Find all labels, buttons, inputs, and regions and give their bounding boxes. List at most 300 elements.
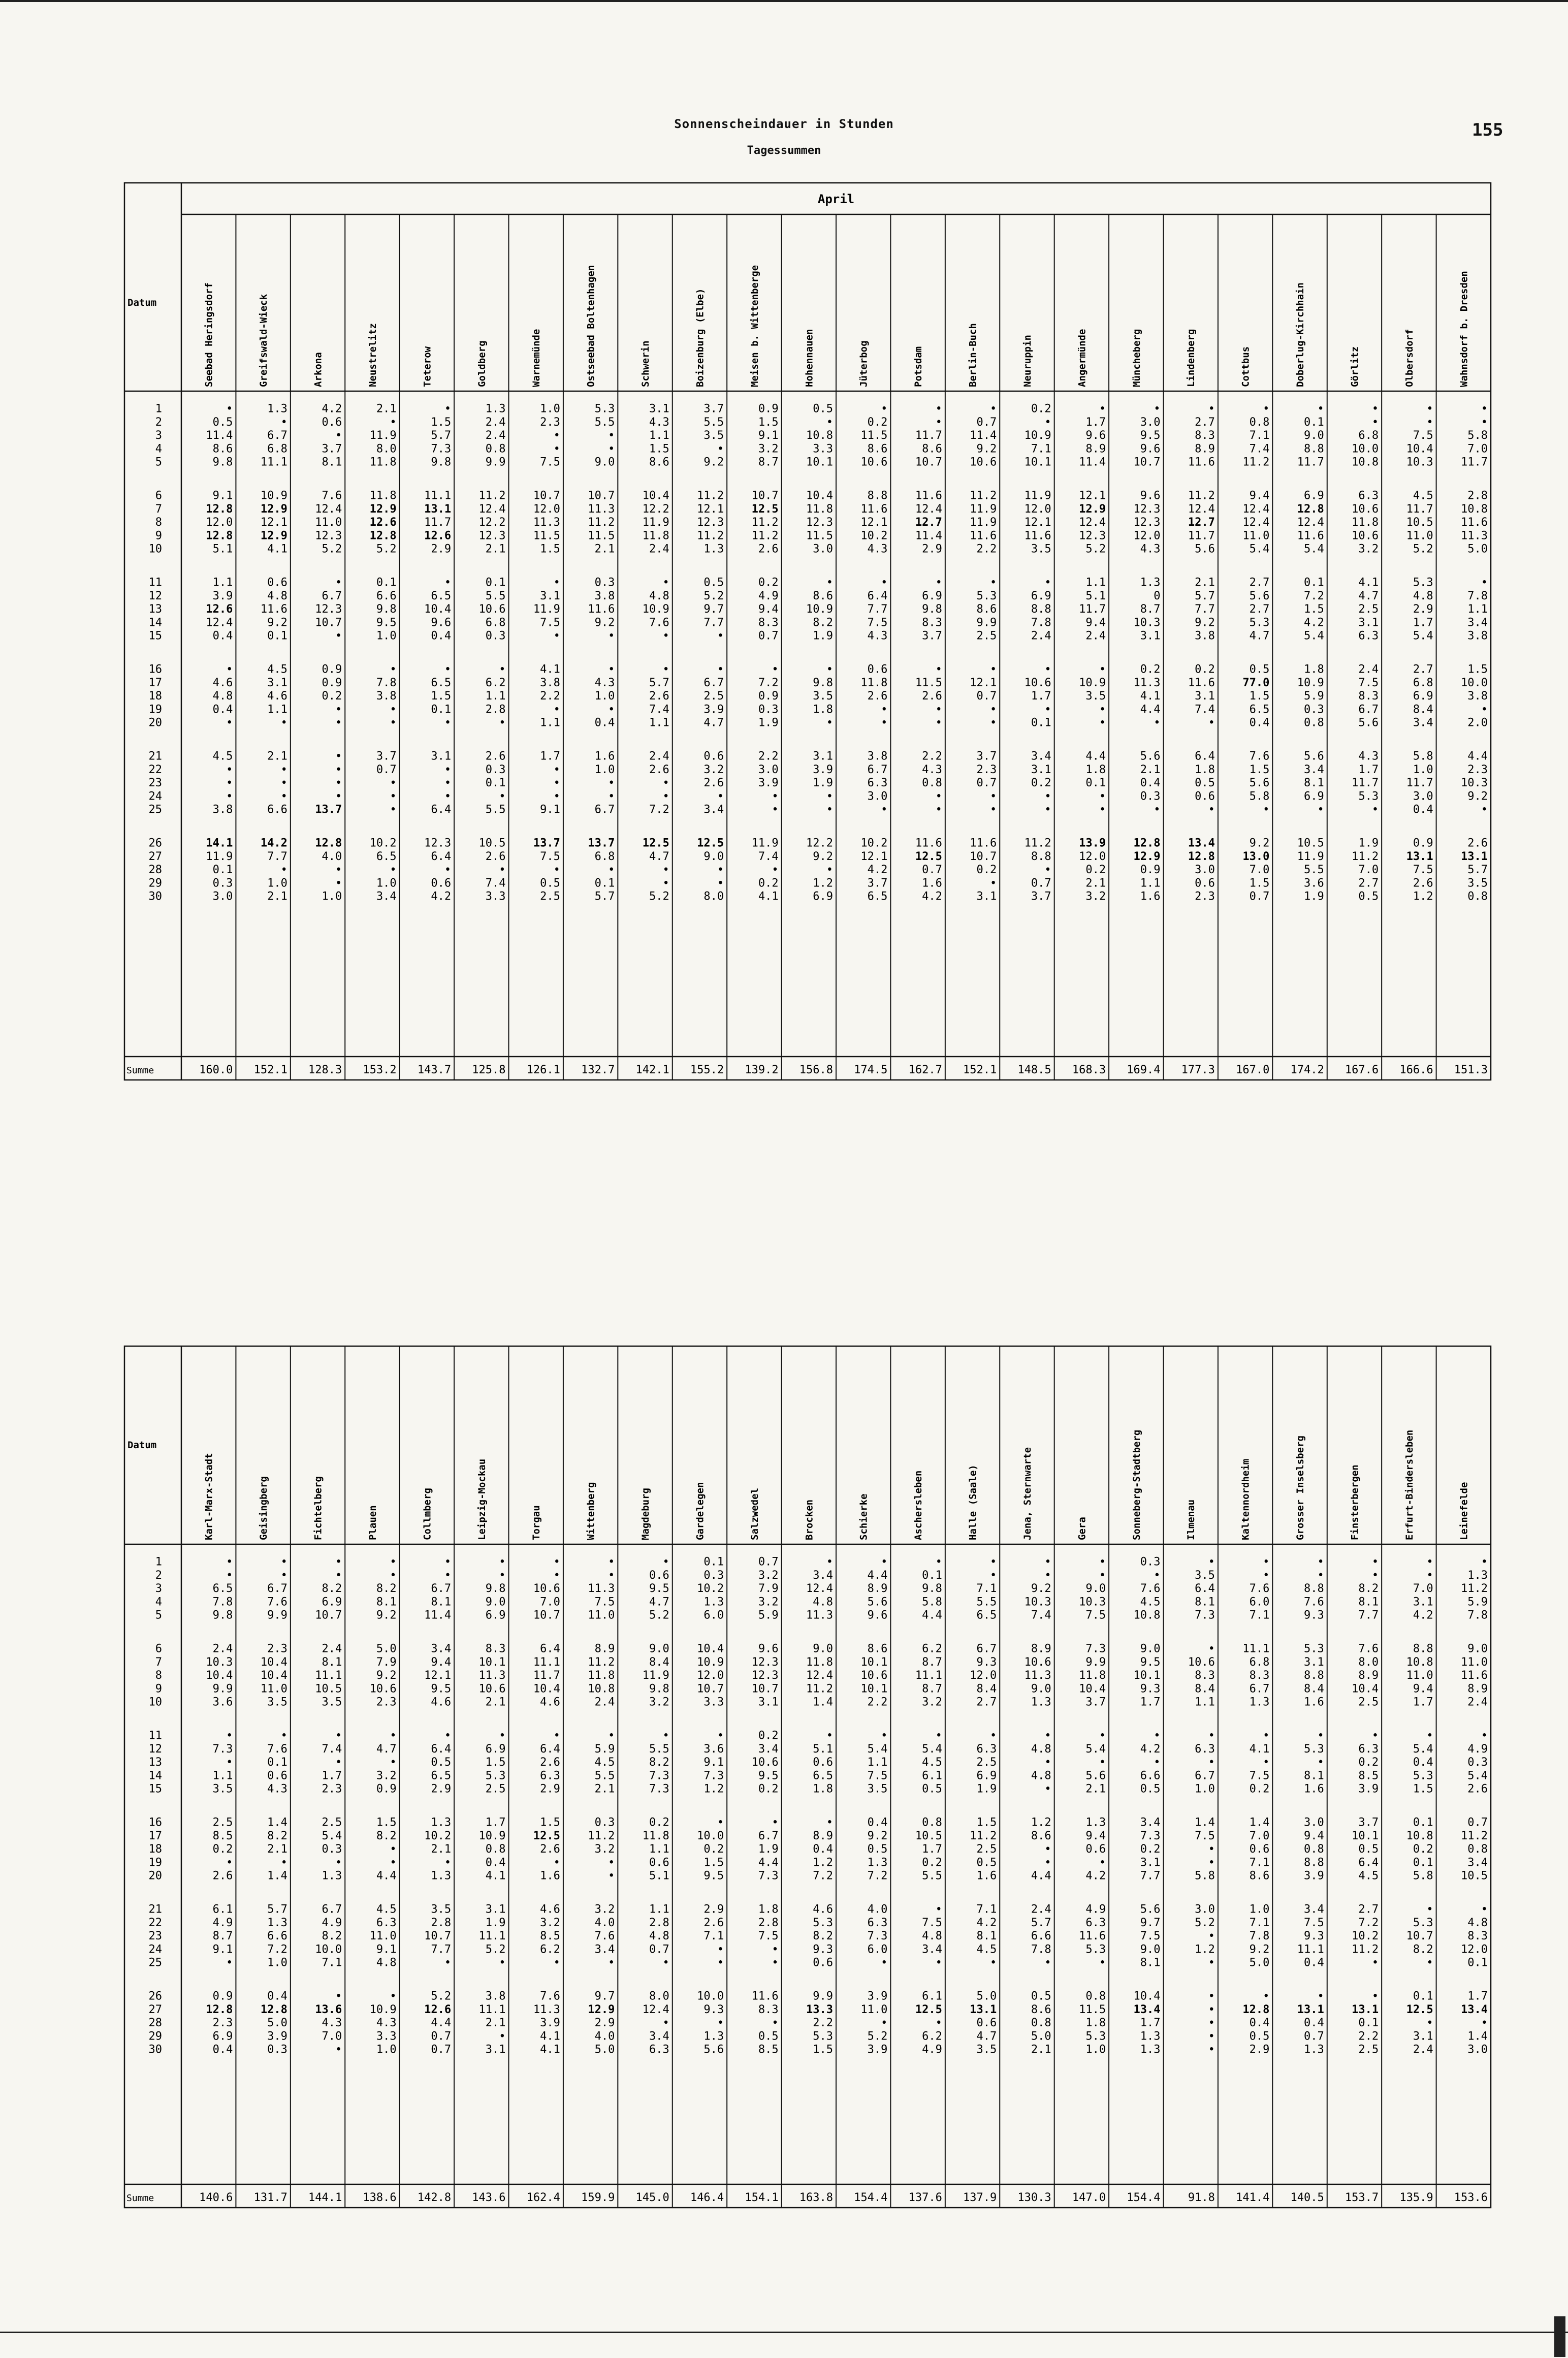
data-cell: • [1317,1756,1324,1769]
data-cell: 7.6 [267,1742,287,1756]
data-cell: 2.1 [267,890,287,903]
data-cell: 11.6 [1024,529,1051,543]
data-cell: 8.1 [976,1930,997,1943]
data-cell: 4.7 [1249,629,1270,643]
data-cell: 6.9 [813,890,833,903]
day-number: 18 [148,1843,162,1856]
data-cell: 6.3 [1195,1742,1215,1756]
data-cell: 1.6 [1304,1696,1324,1709]
sum-cell: 160.0 [199,1064,233,1077]
data-cell: 8.6 [1031,2003,1051,2016]
data-cell: 4.1 [1140,690,1161,703]
data-cell: 11.1 [1242,1642,1270,1655]
data-cell: 11.8 [1079,1669,1106,1682]
data-cell: 11.1 [478,1930,506,1943]
data-cell: • [499,663,506,676]
data-cell: 1.2 [703,1782,724,1796]
day-number: 12 [148,589,162,602]
data-cell: 4.5 [922,1756,942,1769]
data-cell: 10.6 [369,1682,397,1696]
data-cell: 2.3 [212,2017,233,2030]
data-cell: 1.5 [1413,1782,1433,1796]
data-cell: 12.1 [1079,489,1106,502]
data-cell: 4.5 [376,1903,397,1916]
data-cell: 11.2 [1242,456,1270,469]
data-cell: 11.0 [315,516,342,529]
data-cell: 8.8 [867,489,888,502]
data-cell: 12.4 [1079,516,1106,529]
data-cell: 3.9 [540,2017,560,2030]
data-cell: 2.2 [540,690,560,703]
data-cell: 7.3 [867,1930,888,1943]
data-cell: • [1044,576,1051,589]
data-cell: 8.9 [1195,442,1215,456]
data-cell: 4.8 [1031,1742,1051,1756]
station-header: Plauen [367,1505,378,1540]
data-cell: 1.5 [1304,603,1324,616]
data-cell: 4.2 [1304,616,1324,629]
data-cell: 4.2 [922,890,942,903]
data-cell: 3.1 [1358,616,1379,629]
data-cell: 3.1 [976,890,997,903]
data-cell: 6.9 [322,1596,342,1609]
data-cell: 0.6 [267,1769,287,1782]
data-cell: 7.7 [867,603,888,616]
day-number: 30 [148,890,162,903]
data-cell: • [1099,1756,1106,1769]
data-cell: 12.4 [806,1669,833,1682]
data-cell: 5.5 [649,1742,669,1756]
sum-cell: 142.1 [635,1064,669,1077]
data-cell: 8.9 [1467,1682,1488,1696]
station-header: Fichtelberg [312,1476,324,1540]
data-cell: 4.3 [376,2017,397,2030]
data-cell: 9.0 [1085,1582,1106,1596]
data-cell: • [1371,402,1379,416]
data-cell: 7.8 [1031,1943,1051,1956]
data-cell: • [990,1729,997,1742]
data-cell: 3.1 [267,676,287,689]
sum-cell: 135.9 [1399,2191,1433,2205]
data-cell: 5.6 [703,2043,724,2056]
data-cell: 9.5 [1140,1655,1161,1669]
data-cell: 10.8 [806,429,833,442]
data-cell: 7.5 [758,1930,779,1943]
sum-cell: 130.3 [1017,2191,1051,2205]
data-cell: 6.5 [431,676,452,689]
data-cell: 1.3 [431,1869,452,1883]
data-cell: 11.2 [478,489,506,502]
data-cell: 6.5 [431,1769,452,1782]
data-cell: 12.5 [642,837,669,850]
data-cell: 9.3 [1140,1682,1161,1696]
data-cell: 5.3 [1085,1943,1106,1956]
data-cell: 12.0 [1079,850,1106,863]
data-cell: 4.6 [431,1696,452,1709]
data-cell: 1.2 [1413,890,1433,903]
data-cell: 5.8 [1413,1869,1433,1883]
data-cell: 7.1 [1249,1856,1270,1869]
data-cell: 8.6 [212,442,233,456]
station-header: Ilmenau [1186,1499,1197,1540]
data-cell: 7.7 [431,1943,452,1956]
data-cell: 6.5 [212,1582,233,1596]
data-cell: • [935,716,942,729]
data-cell: • [990,803,997,816]
data-cell: 1.5 [1249,690,1270,703]
data-cell: 13.1 [424,502,452,516]
data-cell: 12.7 [1188,516,1215,529]
data-cell: • [280,416,287,429]
data-cell: 7.3 [1195,1609,1215,1622]
data-cell: 13.3 [806,2003,833,2016]
data-cell: • [499,2030,506,2043]
scan-border-top [0,0,1568,2]
data-cell: 1.9 [813,629,833,643]
data-cell: 4.4 [376,1869,397,1883]
data-cell: 1.4 [813,1696,833,1709]
data-cell: • [1263,1555,1270,1569]
data-cell: 11.6 [1188,676,1215,689]
data-cell: 5.3 [1304,1742,1324,1756]
data-cell: 1.3 [703,2030,724,2043]
data-cell: 9.9 [976,616,997,629]
data-cell: 10.2 [860,837,888,850]
data-cell: 2.4 [485,429,506,442]
data-cell: • [553,576,560,589]
data-cell: 11.0 [588,1609,615,1622]
data-cell: 2.6 [1467,837,1488,850]
data-cell: 3.9 [1304,1869,1324,1883]
sum-cell: 167.0 [1236,1064,1270,1077]
data-cell: • [1154,1756,1161,1769]
data-cell: 0.7 [758,1555,779,1569]
data-cell: • [772,1943,779,1956]
data-cell: 0.2 [1140,663,1161,676]
data-cell: 12.6 [369,516,397,529]
data-cell: 0.9 [758,402,779,416]
data-cell: 11.4 [970,429,997,442]
data-cell: 0.1 [594,877,615,890]
data-cell: 11.2 [697,489,724,502]
data-cell: 12.9 [588,2003,615,2016]
data-cell: 2.3 [976,763,997,776]
data-cell: • [553,629,560,643]
sum-cell: 142.8 [417,2191,452,2205]
data-cell: 11.9 [369,429,397,442]
data-cell: 3.1 [813,750,833,763]
data-cell: 10.0 [697,1829,724,1842]
sum-cell: 152.1 [253,1064,287,1077]
data-cell: 10.6 [1352,502,1379,516]
data-cell: 1.9 [813,777,833,790]
data-cell: 3.1 [485,2043,506,2056]
data-cell: • [1371,1555,1379,1569]
data-cell: 7.9 [758,1582,779,1596]
data-cell: 2.5 [976,1756,997,1769]
data-cell: • [1044,1856,1051,1869]
data-cell: 0.5 [431,1756,452,1769]
data-cell: • [1371,1990,1379,2003]
data-cell: • [662,663,669,676]
day-number: 21 [148,750,162,763]
data-cell: • [390,1555,397,1569]
data-cell: 0.1 [431,703,452,716]
data-cell: 2.1 [1195,576,1215,589]
data-cell: 7.1 [976,1582,997,1596]
data-cell: 11.1 [1297,1943,1324,1956]
data-cell: 0.8 [485,1843,506,1856]
day-number: 9 [155,529,162,543]
data-cell: 13.1 [1461,850,1488,863]
data-cell: 1.5 [1249,763,1270,776]
data-cell: 3.3 [703,1696,724,1709]
sum-cell: 174.5 [854,1064,888,1077]
data-cell: 9.2 [1249,837,1270,850]
data-cell: 2.3 [322,1782,342,1796]
data-cell: • [1208,2043,1215,2056]
scan-border-bottom [0,2332,1568,2333]
data-cell: • [1208,1930,1215,1943]
data-cell: • [1154,803,1161,816]
data-cell: 2.1 [485,2017,506,2030]
data-cell: 9.6 [867,1609,888,1622]
data-cell: 7.5 [1358,676,1379,689]
data-cell: 7.4 [322,1742,342,1756]
data-cell: 3.5 [813,690,833,703]
data-cell: 2.6 [485,850,506,863]
data-cell: • [553,790,560,803]
data-cell: 11.0 [369,1930,397,1943]
data-cell: • [444,1569,452,1582]
data-cell: 4.6 [540,1696,560,1709]
day-number: 22 [148,763,162,776]
data-cell: 5.0 [1031,2030,1051,2043]
data-cell: 7.6 [322,489,342,502]
data-cell: 13.6 [315,2003,342,2016]
data-cell: • [444,1856,452,1869]
data-cell: 9.5 [649,1582,669,1596]
data-cell: 3.3 [485,890,506,903]
data-cell: 10.6 [1024,676,1051,689]
data-cell: 13.1 [1406,850,1433,863]
data-cell: 3.2 [649,1696,669,1709]
data-cell: • [335,576,342,589]
data-cell: 3.2 [1085,890,1106,903]
data-cell: 6.7 [322,589,342,602]
data-cell: 10.9 [642,603,669,616]
data-cell: 5.3 [1085,2030,1106,2043]
data-cell: 9.3 [703,2003,724,2016]
data-cell: 0.3 [1304,703,1324,716]
data-cell: 1.1 [649,429,669,442]
data-cell: 2.4 [594,1696,615,1709]
data-cell: 6.4 [1195,750,1215,763]
data-cell: 3.4 [594,1943,615,1956]
data-cell: 6.3 [976,1742,997,1756]
data-cell: 8.0 [376,442,397,456]
data-cell: • [1263,803,1270,816]
table-border [124,183,1491,1080]
data-cell: 6.3 [1085,1916,1106,1929]
data-cell: 1.7 [322,1769,342,1782]
data-cell: 11.7 [1188,529,1215,543]
data-cell: 7.6 [1140,1582,1161,1596]
data-cell: 7.8 [1249,1930,1270,1943]
data-cell: 2.3 [1195,890,1215,903]
day-number: 27 [148,850,162,863]
data-cell: 5.3 [1413,576,1433,589]
data-cell: 3.6 [703,1742,724,1756]
data-cell: • [990,877,997,890]
data-cell: 0.9 [1413,837,1433,850]
data-cell: • [826,803,833,816]
data-cell: 12.5 [1406,2003,1433,2016]
data-cell: 5.3 [813,2030,833,2043]
data-cell: 3.3 [376,2030,397,2043]
data-cell: 5.4 [1249,543,1270,556]
station-header: Halle (Saale) [967,1464,979,1540]
data-cell: 0.7 [1249,890,1270,903]
data-cell: 0.7 [649,1943,669,1956]
station-header: Finsterbergen [1349,1464,1361,1540]
data-cell: 3.9 [212,589,233,602]
data-cell: • [280,1555,287,1569]
station-header: Warnemünde [531,329,542,387]
data-cell: 8.1 [322,456,342,469]
data-cell: 8.7 [1140,603,1161,616]
data-cell: 4.3 [649,416,669,429]
station-header: Aschersleben [913,1470,924,1540]
data-cell: 7.5 [1249,1769,1270,1782]
data-cell: 11.5 [1079,2003,1106,2016]
station-header: Görlitz [1349,346,1361,387]
data-cell: 3.5 [322,1696,342,1709]
data-cell: • [881,803,888,816]
data-cell: 9.5 [431,1682,452,1696]
data-cell: 1.3 [1140,576,1161,589]
data-cell: • [226,402,233,416]
data-cell: 7.3 [1140,1829,1161,1842]
data-cell: 5.7 [1031,1916,1051,1929]
data-cell: 0.6 [1195,790,1215,803]
data-cell: • [226,790,233,803]
data-cell: 7.5 [540,850,560,863]
data-cell: 6.7 [1358,703,1379,716]
data-cell: 7.6 [1249,1582,1270,1596]
data-cell: • [226,1729,233,1742]
data-cell: 0.2 [758,877,779,890]
day-number: 28 [148,2017,162,2030]
data-cell: 8.1 [1140,1956,1161,1969]
data-cell: 0.8 [485,442,506,456]
data-cell: 2.5 [322,1816,342,1829]
data-cell: 8.8 [1304,1856,1324,1869]
data-cell: 6.9 [485,1609,506,1622]
data-cell: • [662,1956,669,1969]
data-cell: 0.6 [867,663,888,676]
data-cell: • [1317,1990,1324,2003]
data-cell: • [335,2043,342,2056]
data-cell: 2.0 [1467,716,1488,729]
data-cell: 6.1 [922,1769,942,1782]
data-cell: 2.3 [540,416,560,429]
data-cell: 2.6 [649,763,669,776]
station-header: Jena, Sternwarte [1021,1447,1033,1540]
data-cell: 6.7 [267,429,287,442]
data-cell: • [935,1956,942,1969]
data-cell: 1.8 [813,1782,833,1796]
data-cell: 5.4 [1467,1769,1488,1782]
data-cell: 0.2 [1140,1843,1161,1856]
data-cell: • [772,1816,779,1829]
day-number: 21 [148,1903,162,1916]
day-number: 11 [148,576,162,589]
sum-cell: 140.6 [199,2191,233,2205]
data-cell: 5.3 [1358,790,1379,803]
data-cell: 5.4 [1413,629,1433,643]
data-cell: 2.4 [1031,1903,1051,1916]
data-cell: 7.5 [1195,1829,1215,1842]
data-cell: • [935,576,942,589]
data-cell: 3.4 [1031,750,1051,763]
data-cell: 6.8 [1413,676,1433,689]
data-cell: 10.9 [1079,676,1106,689]
data-cell: 10.4 [206,1669,233,1682]
data-cell: • [444,663,452,676]
data-cell: 10.9 [1297,676,1324,689]
day-number: 5 [155,456,162,469]
data-cell: 6.5 [813,1769,833,1782]
data-cell: • [662,629,669,643]
data-cell: 8.8 [1304,1669,1324,1682]
data-cell: 11.6 [260,603,287,616]
data-cell: • [1426,1729,1433,1742]
station-header: Neuruppin [1021,335,1033,387]
data-cell: 11.3 [588,1582,615,1596]
day-number: 7 [155,1655,162,1669]
data-cell: 13.9 [1079,837,1106,850]
data-cell: 9.9 [267,1609,287,1622]
data-cell: 0.4 [1249,2017,1270,2030]
data-cell: 10.8 [1406,1655,1433,1669]
data-cell: 3.0 [867,790,888,803]
data-cell: 4.0 [322,850,342,863]
data-cell: • [1099,1729,1106,1742]
data-cell: 6.7 [867,763,888,776]
data-cell: • [826,576,833,589]
data-cell: 9.0 [1031,1682,1051,1696]
sum-cell: 154.1 [745,2191,779,2205]
data-cell: 11.1 [915,1669,942,1682]
data-cell: 2.9 [1413,603,1433,616]
data-cell: 6.4 [431,803,452,816]
data-cell: 7.0 [1249,864,1270,877]
day-number: 7 [155,502,162,516]
data-cell: • [390,1856,397,1869]
data-cell: 2.7 [1249,576,1270,589]
data-cell: 4.2 [1413,1609,1433,1622]
data-cell: • [226,1756,233,1769]
data-cell: • [1044,790,1051,803]
sum-cell: 137.6 [908,2191,942,2205]
data-cell: 11.0 [260,1682,287,1696]
data-cell: 5.2 [376,543,397,556]
data-cell: 8.2 [376,1582,397,1596]
data-cell: 0.7 [1467,1816,1488,1829]
data-cell: 4.1 [540,2030,560,2043]
data-cell: 1.1 [485,690,506,703]
